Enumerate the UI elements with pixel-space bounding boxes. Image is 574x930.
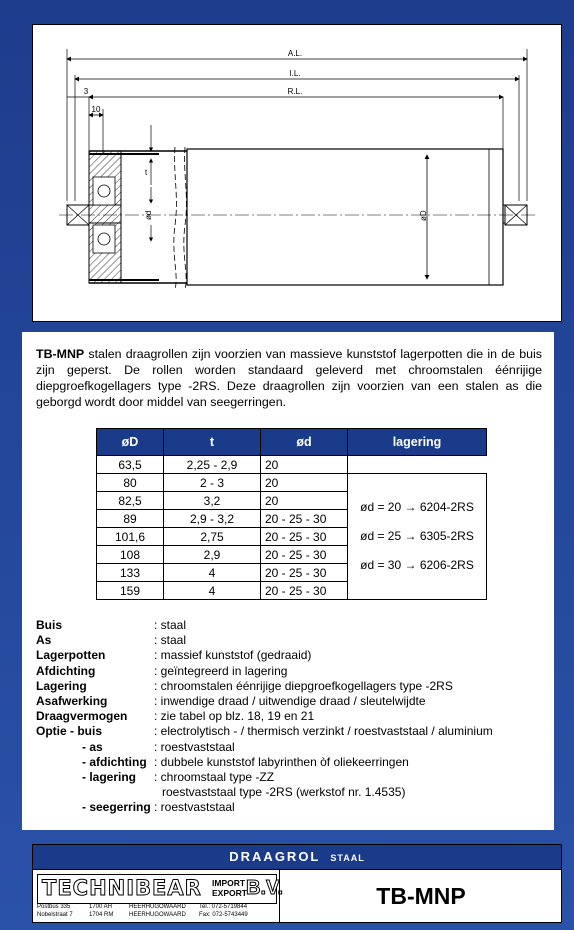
header-t: t [164, 429, 261, 456]
label-10: 10 [91, 105, 101, 114]
table-cell: 80 [97, 474, 164, 492]
table-cell: 101,6 [97, 528, 164, 546]
table-cell: 20 - 25 - 30 [261, 564, 348, 582]
label-od-small: ød [144, 210, 153, 220]
table-cell: 20 - 25 - 30 [261, 582, 348, 600]
property-value: : dubbele kunststof labyrinthen òf oliekeerringen [154, 754, 409, 769]
table-cell: 63,5 [97, 456, 164, 474]
table-cell: 20 [261, 456, 348, 474]
property-value: : electrolytisch - / thermisch verzinkt / roestvaststaal / aluminium [154, 724, 493, 739]
table-header-row [97, 429, 487, 456]
table-cell: 2,25 - 2,9 [164, 456, 261, 474]
table-cell: 82,5 [97, 492, 164, 510]
address-col1: Postbus 335 Nobelstraat 7 [37, 904, 73, 918]
lagering-line: ød = 25 → 6305-2RS [360, 529, 474, 543]
logo-bv: B.V. [246, 877, 284, 899]
property-label: Optie - buis [36, 724, 102, 739]
label-il: I.L. [289, 69, 301, 78]
property-label: - lagering [82, 769, 137, 784]
table-cell: 4 [164, 582, 261, 600]
content-panel [22, 332, 554, 830]
header-od-outer: øD [97, 429, 164, 456]
property-label: Draagvermogen [36, 709, 128, 724]
table-cell: 4 [164, 564, 261, 582]
model-name: TB-MNP [279, 870, 562, 922]
property-value: : zie tabel op blz. 18, 19 en 21 [154, 709, 315, 724]
category-band [32, 844, 562, 870]
property-label: - as [82, 739, 103, 754]
logo-import-export: IMPORT EXPORT [212, 878, 247, 898]
logo-text: TECHNIBEAR [42, 876, 202, 900]
lagering-cell [348, 474, 487, 600]
lagering-line: ød = 30 → 6206-2RS [360, 558, 474, 572]
label-rl: R.L. [287, 87, 303, 96]
lagering-line: ød = 20 → 6204-2RS [360, 500, 474, 514]
property-value: : inwendige draad / uitwendige draad / sleutelwijdte [154, 693, 426, 708]
table-cell: 2,75 [164, 528, 261, 546]
property-value: : roestvaststaal [154, 739, 235, 754]
label-3: 3 [83, 87, 89, 96]
label-al: A.L. [287, 49, 303, 58]
table-cell: 133 [97, 564, 164, 582]
table-cell: 20 [261, 492, 348, 510]
header-od-inner: ød [261, 429, 348, 456]
footer-box [32, 869, 562, 923]
table-cell: 2,9 - 3,2 [164, 510, 261, 528]
technical-drawing [32, 24, 562, 322]
spec-table [96, 428, 487, 600]
property-value: : massief kunststof (gedraaid) [154, 648, 312, 663]
table-cell: 20 - 25 - 30 [261, 510, 348, 528]
table-cell: 2 - 3 [164, 474, 261, 492]
header-lagering: lagering [348, 429, 487, 456]
table-cell: 20 - 25 - 30 [261, 546, 348, 564]
property-value: : roestvaststaal [154, 800, 235, 815]
property-label: Buis [36, 618, 63, 632]
subcategory-label: STAAL [330, 853, 365, 863]
label-od-large: øD [419, 210, 428, 221]
table-cell: 108 [97, 546, 164, 564]
label-t: t [145, 168, 148, 177]
property-value: : chroomstaal type -ZZ [154, 769, 275, 784]
property-label: As [36, 633, 52, 648]
table-cell: 20 - 25 - 30 [261, 528, 348, 546]
property-label: Asafwerking [36, 693, 108, 708]
property-label: - seegerring [82, 800, 151, 815]
property-label: Afdichting [36, 663, 96, 678]
intro-paragraph [36, 346, 542, 410]
table-row [97, 456, 487, 474]
property-label: - afdichting [82, 754, 147, 769]
table-cell: 3,2 [164, 492, 261, 510]
property-value: : geïntegreerd in lagering [154, 663, 288, 678]
intro-text: stalen draagrollen zijn voorzien van massieve kunststof lagerpotten die in de buis zijn geperst. De rollen worden standaard geleverd met chroomstalen éénrijige diepgroefkogellagers type -2RS. Deze draagrollen zijn voorzien van een stalen as die geborgd wordt door middel van seegerringen. [36, 347, 542, 409]
table-row [97, 474, 487, 492]
property-value: roestvaststaal type -2RS (werkstof nr. 1.4535) [162, 785, 406, 800]
intro-model: TB-MNP [36, 347, 85, 361]
property-value: : chroomstalen éénrijige diepgroefkogellagers type -2RS [154, 678, 453, 693]
left-housing [89, 151, 121, 283]
tube [187, 149, 503, 285]
table-cell: 2,9 [164, 546, 261, 564]
table-cell: 89 [97, 510, 164, 528]
property-value: : staal [154, 618, 187, 632]
property-label: Lagering [36, 678, 87, 693]
property-value: : staal [154, 633, 187, 648]
table-cell: 159 [97, 582, 164, 600]
lagering-cell-top [348, 456, 487, 474]
property-label: Lagerpotten [36, 648, 106, 663]
category-label: DRAAGROL [229, 849, 321, 864]
address-col2: 1700 AH 1704 RM [89, 904, 114, 918]
address-col3: HEERHUGOWAARD HEERHUGOWAARD [129, 904, 186, 918]
address-col4: Tel.: 072-5719844 Fax: 072-5743449 [199, 904, 248, 918]
company-logo [37, 874, 284, 904]
table-cell: 20 [261, 474, 348, 492]
